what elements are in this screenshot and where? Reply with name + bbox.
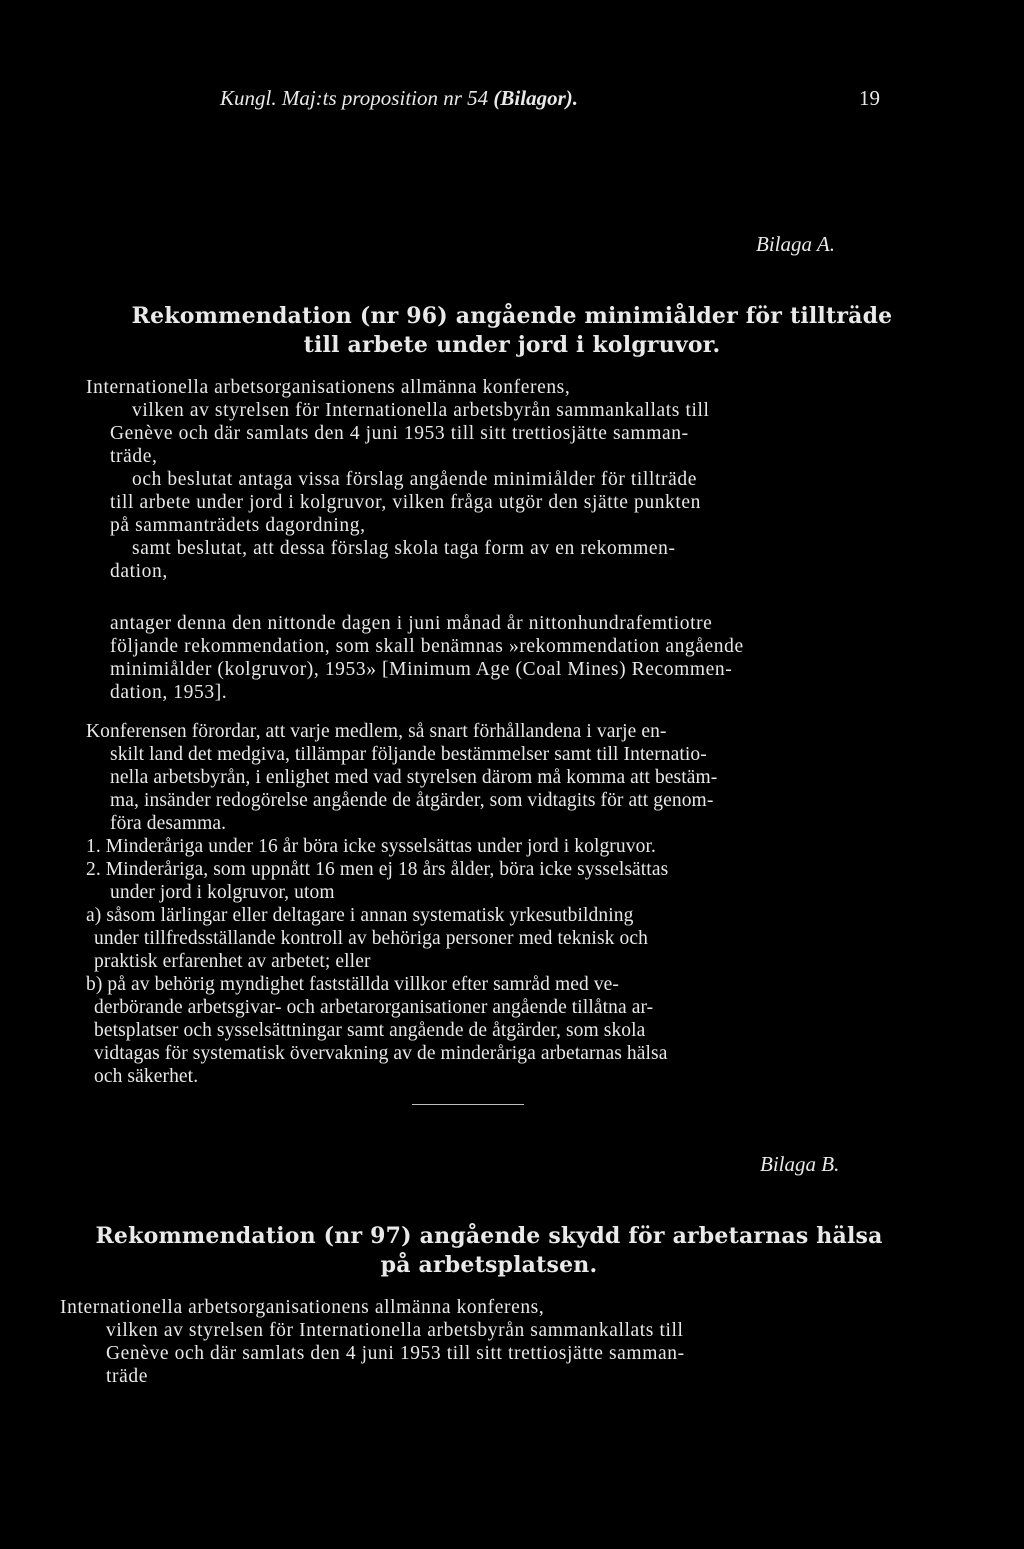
text-line: minimiålder (kolgruvor), 1953» [Minimum Age (Coal Mines) Recommen-: [110, 659, 733, 680]
text-line: 1. Minderåriga under 16 år böra icke sysselsättas under jord i kolgruvor.: [86, 836, 656, 857]
text-line: Konferensen förordar, att varje medlem, så snart förhållandena i varje en-: [86, 721, 667, 742]
text-line: praktisk erfarenhet av arbetet; eller: [94, 951, 371, 972]
header-title-bold: (Bilagor).: [493, 86, 579, 110]
heading-line: Rekommendation (nr 97) angående skydd för arbetarnas hälsa: [95, 1223, 883, 1249]
text-line: på sammanträdets dagordning,: [110, 515, 366, 536]
text-line: träde,: [110, 446, 158, 467]
text-line: dation,: [110, 561, 168, 582]
text-line: träde: [106, 1366, 148, 1387]
heading-line: till arbete under jord i kolgruvor.: [303, 332, 721, 358]
text-line: 2. Minderåriga, som uppnått 16 men ej 18 års ålder, böra icke sysselsättas: [86, 859, 669, 880]
text-line: Internationella arbetsorganisationens allmänna konferens,: [86, 377, 571, 398]
text-line: nella arbetsbyrån, i enlighet med vad styrelsen därom må komma att bestäm-: [110, 767, 718, 788]
text-line: dation, 1953].: [110, 682, 228, 703]
text-line: derbörande arbetsgivar- och arbetarorganisationer angående tillåtna ar-: [94, 997, 654, 1018]
header-title-text: Kungl. Maj:ts proposition nr 54: [220, 86, 494, 110]
page-number: 19: [859, 86, 880, 110]
heading-line: Rekommendation (nr 96) angående minimiålder för tillträde: [131, 303, 893, 329]
text-line: antager denna den nittonde dagen i juni månad år nittonhundrafemtiotre: [110, 613, 713, 634]
bilaga-b-label: Bilaga B.: [760, 1152, 840, 1176]
text-line: och beslutat antaga vissa förslag angående minimiålder för tillträde: [132, 469, 697, 490]
text-line: Internationella arbetsorganisationens allmänna konferens,: [60, 1297, 545, 1318]
text-line: betsplatser och sysselsättningar samt angående de åtgärder, som skola: [94, 1020, 646, 1041]
text-line: ma, insänder redogörelse angående de åtgärder, som vidtagits för att genom-: [110, 790, 714, 811]
heading-line: på arbetsplatsen.: [380, 1252, 598, 1278]
text-line: a) såsom lärlingar eller deltagare i annan systematisk yrkesutbildning: [86, 905, 634, 926]
text-line: skilt land det medgiva, tillämpar följande bestämmelser samt till Internatio-: [110, 744, 707, 765]
text-line: till arbete under jord i kolgruvor, vilken fråga utgör den sjätte punkten: [110, 492, 702, 513]
text-line: samt beslutat, att dessa förslag skola taga form av en rekommen-: [132, 538, 676, 559]
running-header: [220, 86, 880, 116]
bilaga-a-preamble: [86, 376, 886, 583]
bilaga-a-heading: [0, 302, 1024, 360]
text-line: under tillfredsställande kontroll av behöriga personer med teknisk och: [94, 928, 648, 949]
text-line: föra desamma.: [110, 813, 227, 834]
text-line: Genève och där samlats den 4 juni 1953 till sitt trettiosjätte samman-: [110, 423, 689, 444]
bilaga-a-label: Bilaga A.: [756, 232, 835, 256]
header-title: [220, 86, 578, 111]
bilaga-a-body: [86, 720, 886, 1088]
text-line: vidtagas för systematisk övervakning av de minderåriga arbetarnas hälsa: [94, 1043, 668, 1064]
text-line: vilken av styrelsen för Internationella arbetsbyrån sammankallats till: [106, 1320, 684, 1341]
bilaga-b-heading: [0, 1222, 1024, 1280]
bilaga-b-preamble: [60, 1296, 860, 1388]
text-line: följande rekommendation, som skall benämnas »rekommendation angående: [110, 636, 744, 657]
text-line: under jord i kolgruvor, utom: [110, 882, 335, 903]
text-line: vilken av styrelsen för Internationella arbetsbyrån sammankallats till: [132, 400, 710, 421]
text-line: Genève och där samlats den 4 juni 1953 till sitt trettiosjätte samman-: [106, 1343, 685, 1364]
text-line: b) på av behörig myndighet fastställda villkor efter samråd med ve-: [86, 974, 620, 995]
bilaga-a-adoption: [86, 612, 886, 704]
section-divider: [412, 1104, 524, 1105]
text-line: och säkerhet.: [94, 1066, 199, 1087]
